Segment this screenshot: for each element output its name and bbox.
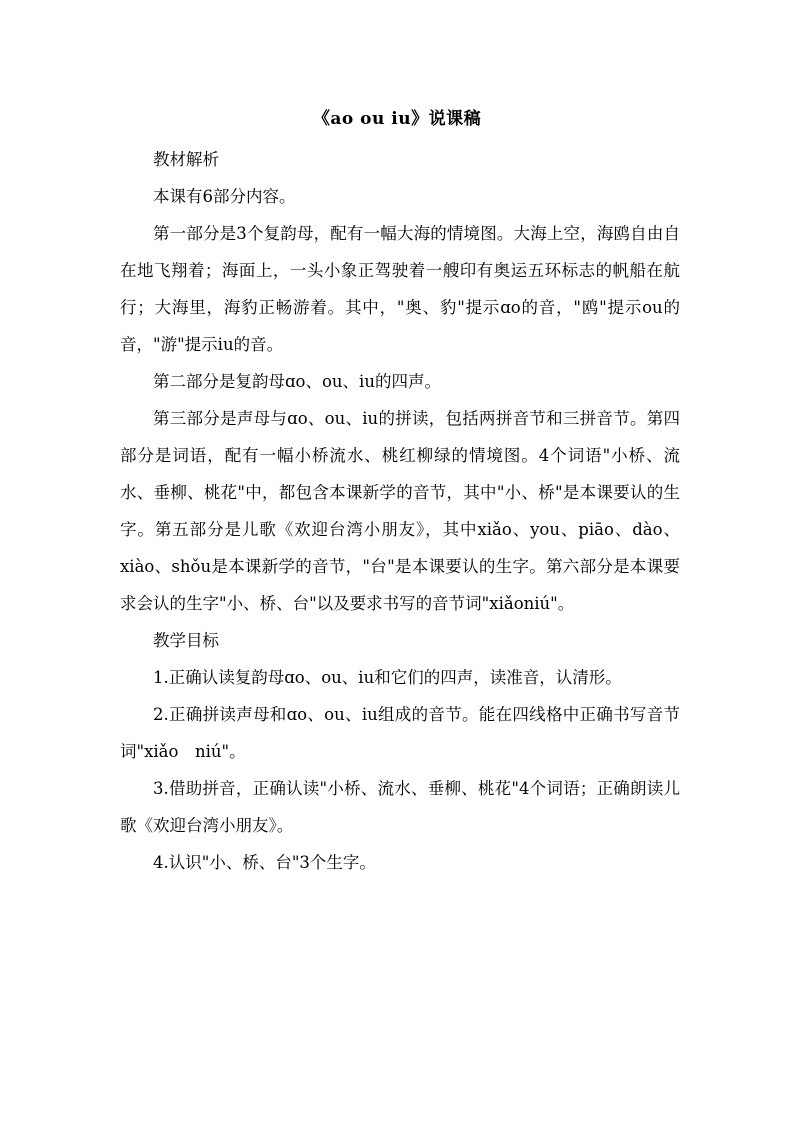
goal-item: 1.正确认读复韵母ɑo、ou、iu和它们的四声，读准音，认清形。 (153, 668, 622, 687)
paragraph: 第三部分是声母与ɑo、ou、iu的拼读，包括两拼音节和三拼音节。第四部分是词语，配有一幅小桥流水、桃红柳绿的情境图。4个词语"小桥、流水、垂柳、桃花"中，都包含本课新学的音节，其中"小、桥"是本课要认的生字。第五部分是儿歌《欢迎台湾小朋友》，其中xiǎo、you、piāo、dào、xiào、shǒu是本课新学的音节，"台"是本课要认的生字。第六部分是本课要求会认的生字"小、桥、台"以及要求书写的音节词"xiǎoniú"。 (120, 409, 680, 613)
document-body (120, 141, 680, 881)
paragraph: 第一部分是3个复韵母，配有一幅大海的情境图。大海上空，海鸥自由自在地飞翔着；海面上，一头小象正驾驶着一艘印有奥运五环标志的帆船在航行；大海里，海豹正畅游着。其中，"奥、豹"提示ɑo的音，"鸥"提示ou的音，"游"提示iu的音。 (120, 224, 680, 354)
paragraph: 本课有6部分内容。 (153, 187, 296, 206)
goal-item: 4.认识"小、桥、台"3个生字。 (153, 853, 376, 872)
goal-item: 3.借助拼音，正确认读"小桥、流水、垂柳、桃花"4个词语；正确朗读儿歌《欢迎台湾小朋友》。 (120, 779, 680, 835)
goal-item: 2.正确拼读声母和ɑo、ou、iu组成的音节。能在四线格中正确书写音节词"xiǎo niú"。 (120, 705, 680, 761)
document-title: 《ao ou iu》说课稿 (312, 109, 482, 129)
paragraph: 第二部分是复韵母ɑo、ou、iu的四声。 (153, 372, 441, 391)
section-heading-textbook-analysis: 教材解析 (153, 150, 219, 169)
section-heading-teaching-goals: 教学目标 (153, 631, 219, 650)
